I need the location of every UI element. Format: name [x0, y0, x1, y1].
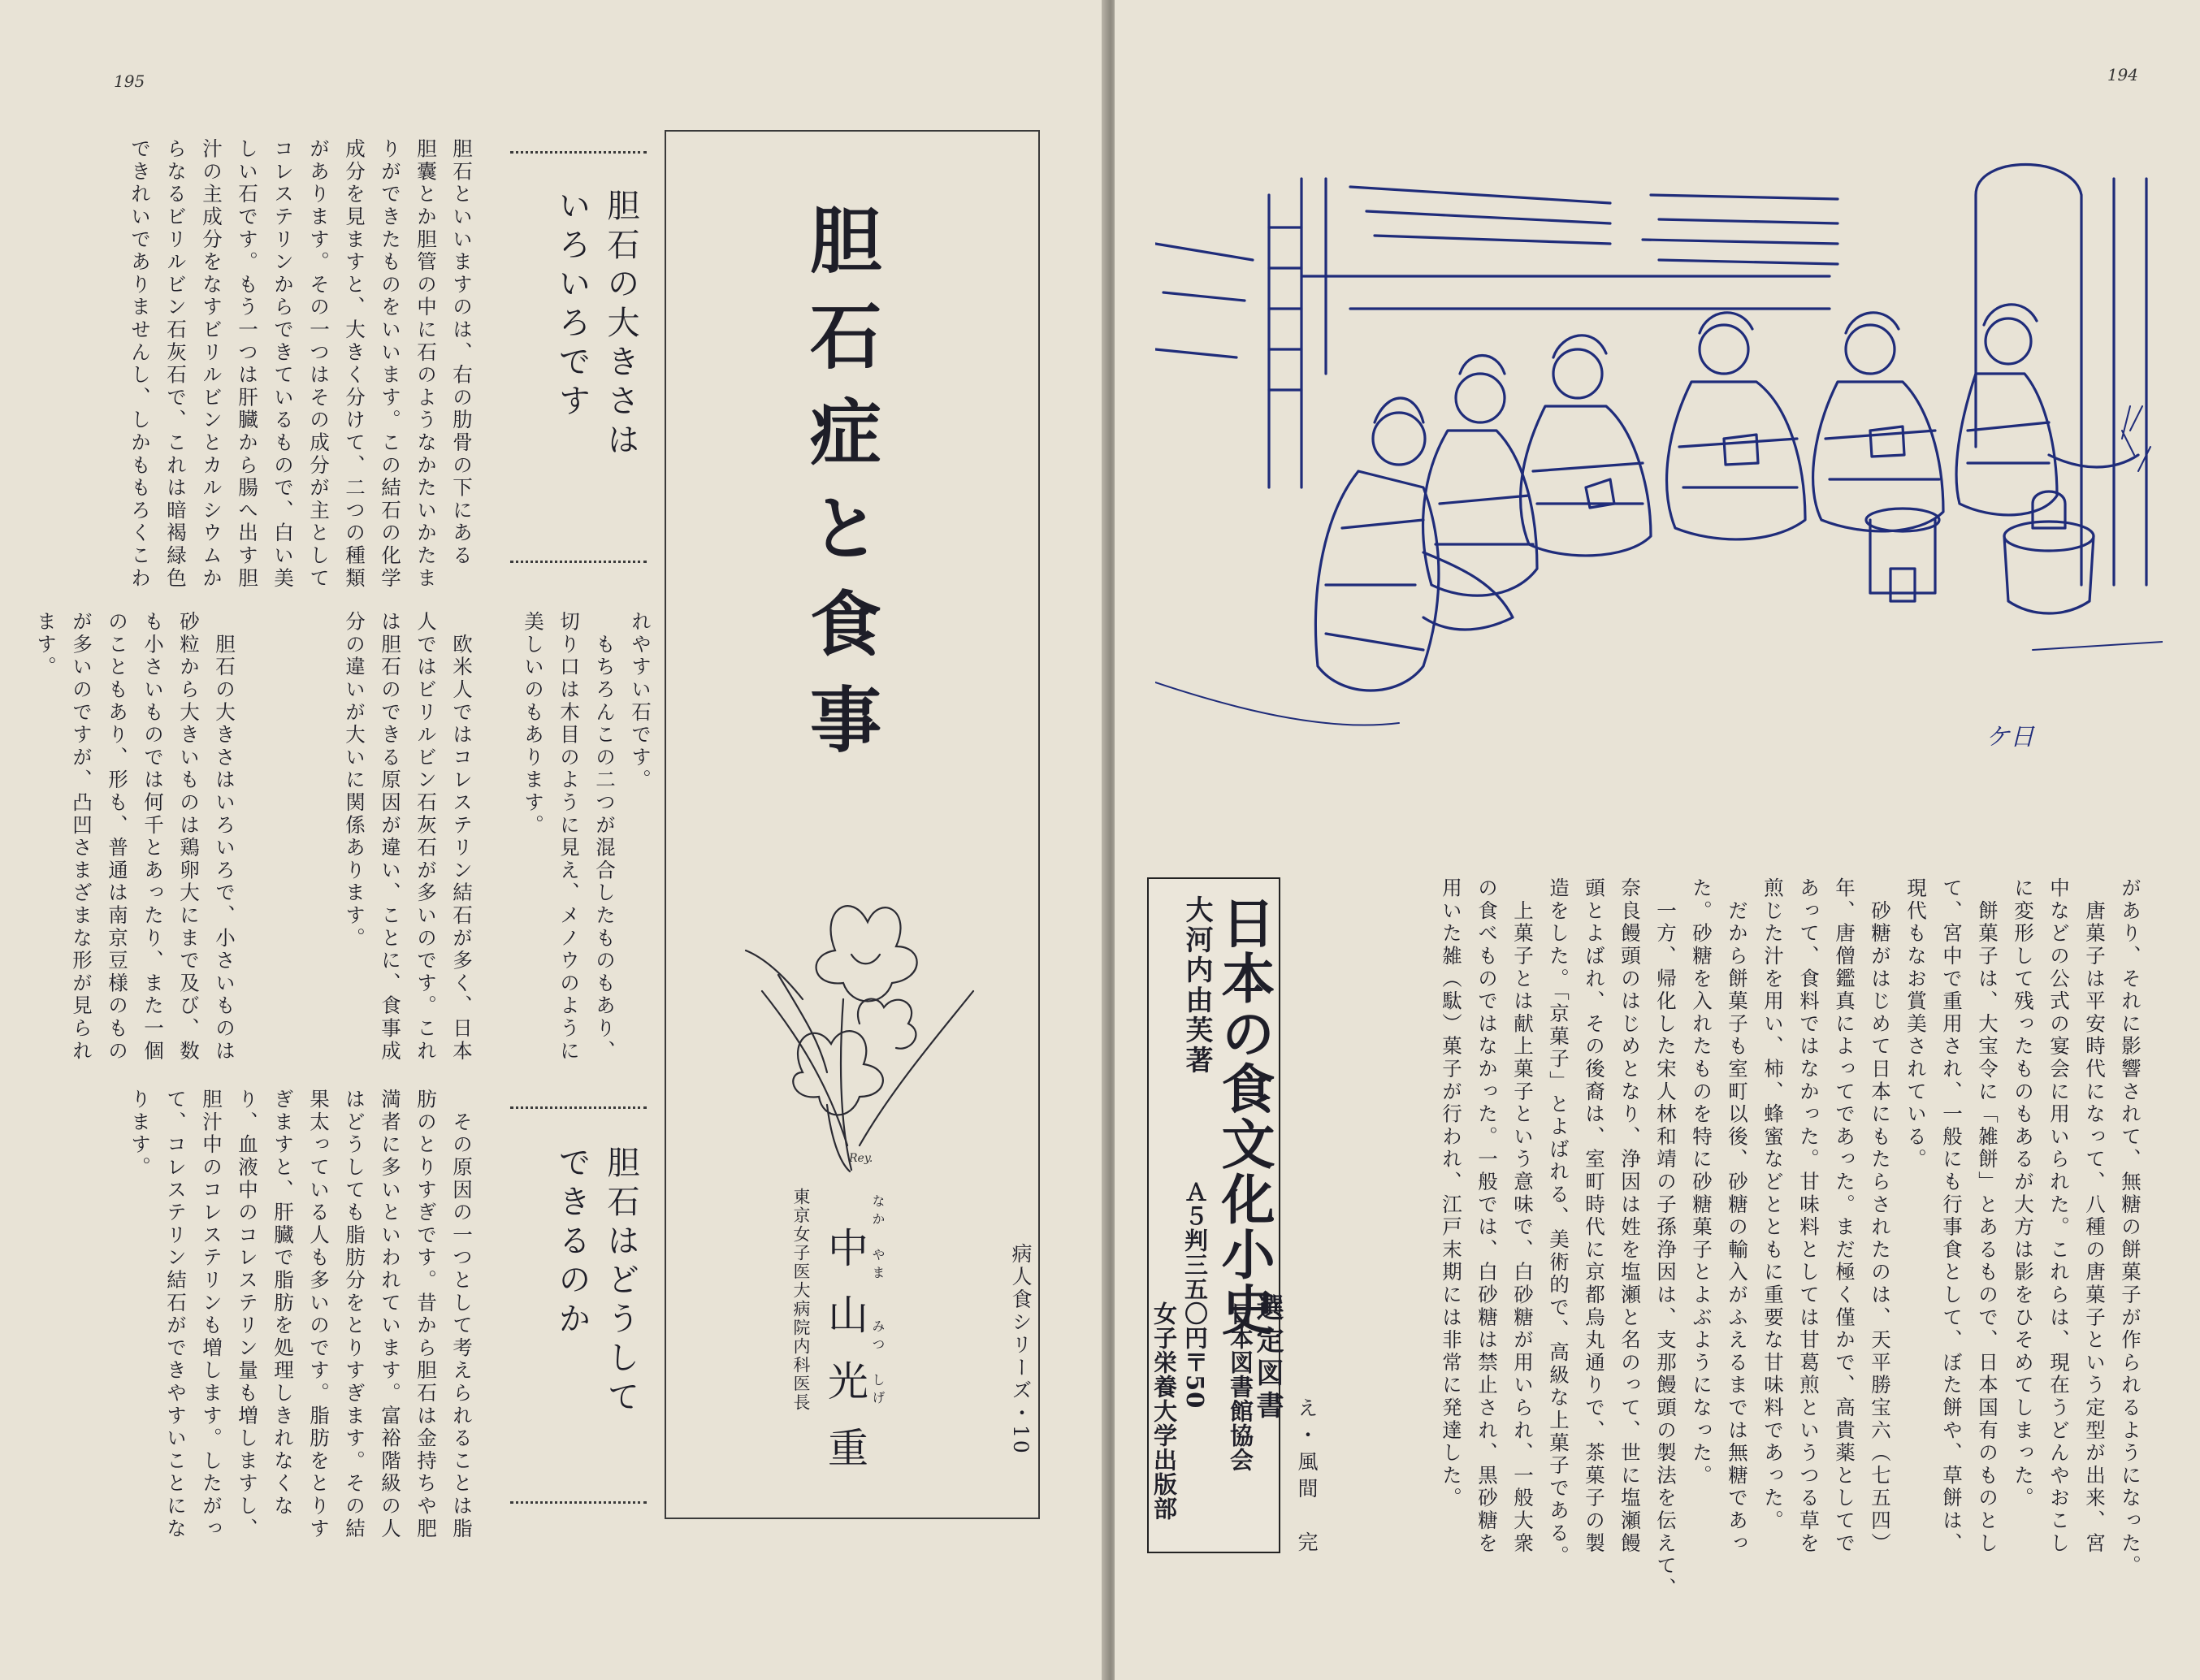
ad-publisher: 女子栄養大学出版部	[1150, 1301, 1178, 1521]
book-advertisement	[1147, 877, 1284, 1553]
kimono-women-illustration	[1155, 162, 2163, 812]
ad-author: 大河内由芙著	[1180, 895, 1213, 1076]
section-heading-2: 胆石はどうして できるのか	[553, 1145, 639, 1418]
illustration-credit: え・風間 完	[1295, 1397, 1319, 1558]
author-affiliation: 東京女子医大病院内科医長	[791, 1188, 811, 1412]
body-text-block-1: 胆石といいますのは、右の肋骨の下にある 胆囊とか胆管の中に石のようなかたいかたま りができたものをいいます。この結石の化学 成分を見ますと、大きく分けて、二つの種類 があります。その一つはその成分が主として コレステリンからできているもので、白い美 しい石です。もう一つは肝臓から腸へ出す胆 汁の主成分をなすビリルビンとカルシウムか らなるビリルビン石灰石で、これは暗褐緑色 できれいでありませんし、しかももろくこわ	[128, 138, 474, 590]
body-text-block-5: その原因の一つとして考えられることは脂 肪のとりすぎです。昔から胆石は金持ちや肥 満者に多いといわれています。富裕階級の人 はどうしても脂肪分をとりすぎます。その結 果太っている人も多いのです。脂肪をとりす ぎますと、肝臓で脂肪を処理しきれなくな り、血液中のコレステリン量も増しますし、 胆汁中のコレステリンも増します。したがっ て、コレステリン結石ができやすいことにな ります。	[128, 1089, 474, 1540]
section-heading-1: 胆石の大きさは いろいろです	[553, 188, 639, 461]
author-name: 中山光重	[821, 1227, 868, 1493]
ad-spec: Ａ５判三五〇円〒50	[1181, 1180, 1209, 1409]
heading-rule-bottom-2	[510, 1501, 647, 1504]
page-number-195: 195	[114, 71, 145, 91]
page-number-194: 194	[2107, 65, 2138, 84]
drawing-signature: ケ日	[1986, 723, 2034, 751]
iris-flower-illustration	[730, 877, 998, 1186]
body-text-block-2: れやすい石です。 もちろんこの二つが混合したものもあり、 切り口は木目のように見え、メノウのように 美しいのもあります。	[522, 611, 652, 1063]
heading-rule-top	[510, 151, 647, 154]
article-title: 胆石症と食事	[799, 203, 883, 778]
heading-rule-bottom	[510, 561, 647, 563]
author-ruby: なか やま みつ しげ	[870, 1194, 886, 1409]
ad-book-title: 日本の食文化小史	[1212, 895, 1275, 1337]
body-text-block-4: 胆石の大きさはいろいろで、小さいものは 砂粒から大きいものは鶏卵大にまで及び、数 も小さいものでは何千とあったり、また一個 のこともあり、形も、普通は南京豆様のもの が多いのですが、凸凹さまざまな形が見られ ます。	[34, 611, 236, 1063]
body-text-block-3: 欧米人ではコレステリン結石が多く、日本 人ではビリルビン石灰石が多いのです。これ は胆石のできる原因が違い、ことに、食事成 分の違いが大いに関係あります。	[343, 611, 474, 1063]
ad-endorsement-org: 日本図書館協会	[1227, 1301, 1254, 1472]
series-label: 病人食シリーズ・10	[1009, 1243, 1033, 1456]
flower-signature: Rey.	[849, 1152, 873, 1165]
right-page	[1115, 0, 2200, 1680]
right-body-text: があり、それに影響されて、無糖の餅菓子が作られるようになった。 唐菓子は平安時代になって、八種の唐菓子という定型が出来、宮 中などの公式の宴会に用いられた。これらは、現在うどんやおこし に変形して残ったものもあるが大方は影をひそめてしまった。 餅菓子は、大宝令に「雑餅」とあるもので、日本国有のものとし て、宮中で重用され、一般にも行事食として、ぼた餅や、草餅は、 現代もなお賞美されている。 砂糖がはじめて日本にもたらされたのは、天平勝宝六（七五四） 年、唐僧鑑真によってであった。まだ極く僅かで、高貴薬としてで あって、食料ではなかった。甘味料としては甘葛煎というつる草を 煎じた汁を用い、柿、蜂蜜などとともに重要な甘味料であった。 だから餅菓子も室町以後、砂糖の輸入がふえるまでは無糖であっ た。砂糖を入れたものを特に砂糖菓子とよぶようになった。 一方、帰化した宋人林和靖の子孫浄因は、支那饅頭の製法を伝えて、 奈良饅頭のはじめとなり、浄因は姓を塩瀬と名のって、世に塩瀬饅 頭とよばれ、その後裔は、室町時代に京都烏丸通りで、茶菓子の製 造をした。「京菓子」とよばれる、美術的で、高級な上菓子である。 上菓子とは献上菓子という意味で、白砂糖が用いられ、一般大衆 の食べものではなかった。一般では、白砂糖は禁止され、黒砂糖を 用いた雑（駄）菓子が行われ、江戸末期には非常に発達した。	[1440, 877, 2142, 1600]
ad-endorsement: 選定図書	[1251, 1293, 1284, 1423]
heading-rule-top-2	[510, 1106, 647, 1109]
